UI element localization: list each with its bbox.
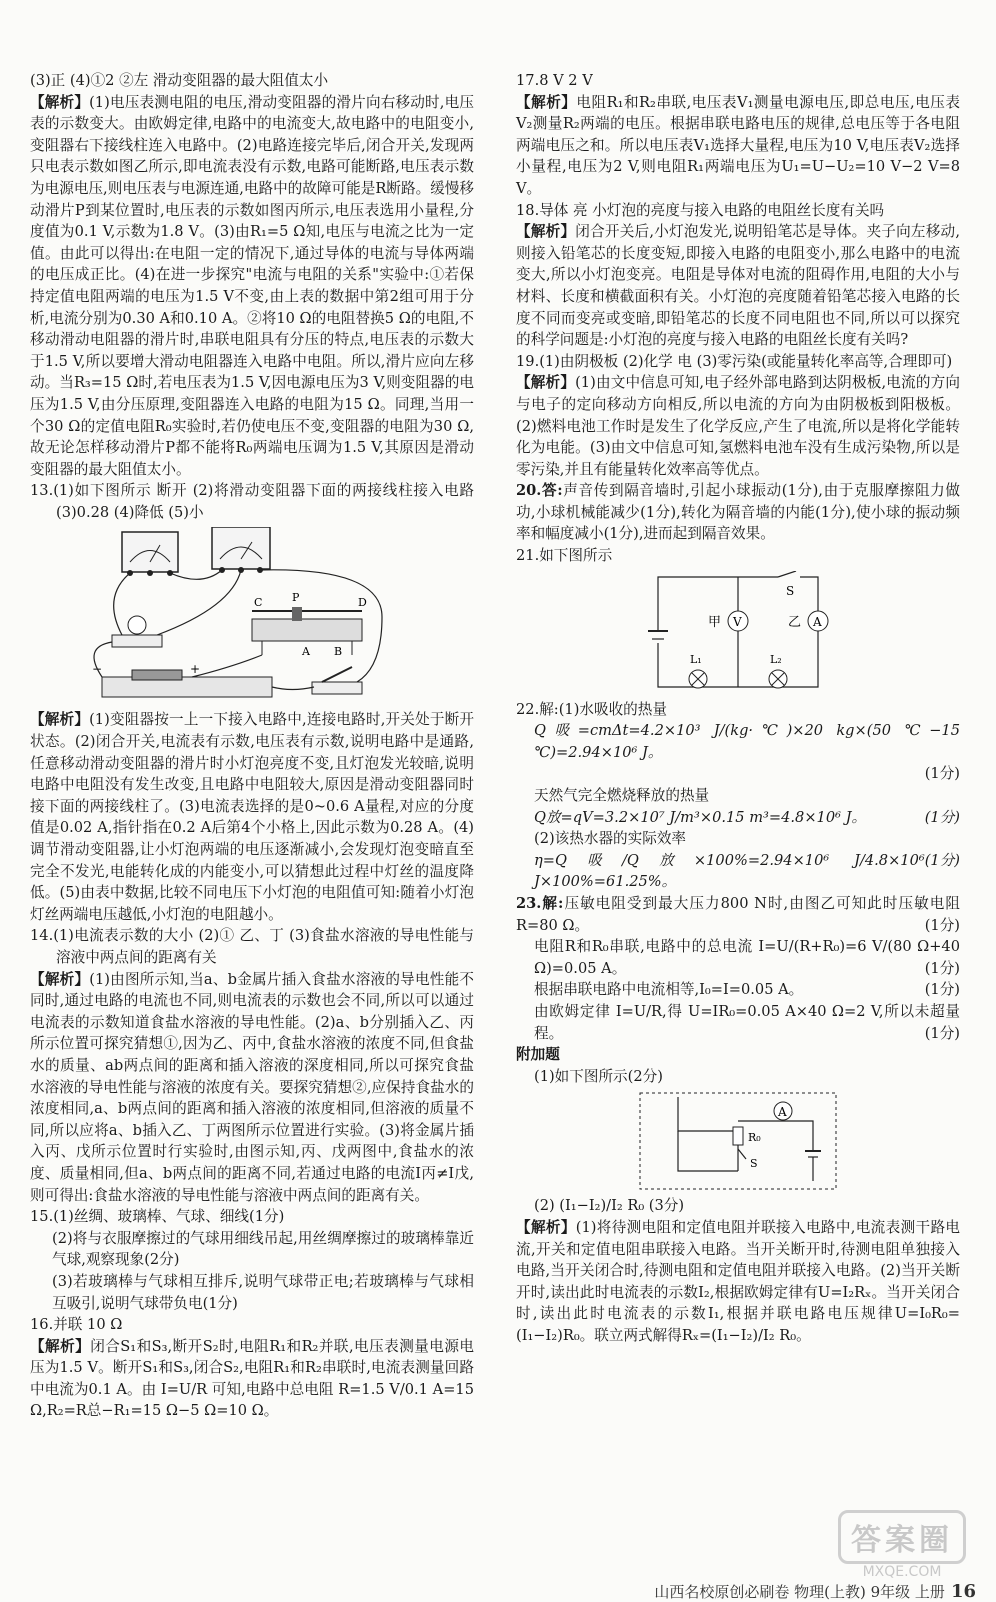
ammeter-icon: [122, 532, 178, 576]
watermark: [838, 1510, 966, 1580]
figure-13-circuit: [82, 527, 422, 705]
analysis-19: [516, 372, 960, 480]
analysis-label: 【解析】: [30, 1337, 91, 1355]
score: (1分): [924, 981, 960, 999]
extra-section-title: 附加题: [516, 1046, 560, 1064]
analysis-label: 【解析】: [30, 93, 90, 111]
answer-22-score1: [516, 763, 960, 785]
watermark-url: MXQE.COM: [862, 1564, 942, 1580]
score: (1分): [924, 765, 960, 783]
analysis-18-text: 闭合开关后,小灯泡发光,说明铅笔芯是导体。夹子向左移动,则接入铅笔芯的长度变短,即接入电路的电阻变小,那么电路中的电流变大,所以小灯泡变亮。电阻是导体对电流的阻碍作用,电阻的大小与材料、长度和横截面积有关。小灯泡的亮度随着铅笔芯接入电路的长度不同而变亮或变暗,即铅笔芯的长度不同电阻也不同,所以可以探究的科学问题是:小灯泡的亮度与接入电路的电阻丝长度有关吗?: [516, 223, 960, 349]
answer-19: 19.(1)由阴极板 (2)化学 电 (3)零污染(或能量转化率高等,合理即可): [516, 352, 953, 370]
label-yi: 乙: [788, 614, 802, 630]
figure-extra-circuit: [638, 1091, 838, 1191]
answer-22-line1: [516, 720, 960, 763]
analysis-17: [516, 92, 960, 200]
analysis-13: [30, 709, 474, 925]
analysis-label: 【解析】: [516, 93, 577, 111]
analysis-label: 【解析】: [30, 970, 90, 988]
answer-16: 16.并联 10 Ω: [30, 1316, 123, 1334]
answer-23-text: 由欧姆定律 I=U/R,得 U=IR₀=0.05 A×40 Ω=2 V,所以未超量程。: [534, 1002, 960, 1042]
voltmeter-symbol: V: [733, 614, 742, 629]
analysis-18: [516, 221, 960, 351]
answer-12-part3: (3)正 (4)①2 ②左 滑动变阻器的最大阻值太小: [30, 72, 329, 89]
label-l1: L₁: [690, 652, 702, 666]
answer-22-line5: [516, 850, 960, 893]
answer-22-line2: 天然气完全燃烧释放的热量: [534, 787, 710, 805]
score: (1分): [924, 959, 960, 977]
extra-analysis-text: (1)将待测电阻和定值电阻并联接入电路中,电流表测干路电流,开关和定值电阻串联接入电路。当开关断开时,待测电阻单独接入电路,当开关闭合时,待测电阻和定值电阻并联接入电路。(2)当开关断开时,读出此时电流表的示数I₂,根据欧姆定律有U=I₂Rₓ。当开关闭合时,读出此时电流表的示数I₁,根据并联电路电压规律U=I₀R₀=(I₁−I₂)R₀。联立两式解得Rₓ=(I₁−I₂)/I₂ R₀。: [516, 1218, 960, 1344]
answer-23-text: 压敏电阻受到最大压力800 N时,由图乙可知此时压敏电阻R=80 Ω。: [516, 895, 960, 934]
battery-plus-label: +: [190, 662, 201, 677]
analysis-16-text: 闭合S₁和S₃,断开S₂时,电阻R₁和R₂并联,电压表测量电源电压为1.5 V。断开S₁和S₃,闭合S₂,电阻R₁和R₂串联时,电流表测量回路中电流为0.1 A。由 I=U/R 可知,电路中总电阻 R=1.5 V/0.1 A=15 Ω,R₂=R总−R₁=15 Ω−5 Ω=10 Ω。: [30, 1337, 474, 1420]
rheostat-label-p: P: [292, 591, 300, 605]
answer-14: 14.(1)电流表示数的大小 (2)① 乙、丁 (3)食盐水溶液的导电性能与溶液中两点间的距离有关: [30, 927, 474, 966]
extra-answer-2: (2) (I₁−I₂)/I₂ R₀ (3分): [534, 1197, 685, 1215]
rheostat-label-b: B: [334, 645, 343, 659]
label-r0: R₀: [748, 1131, 761, 1145]
left-column: [30, 70, 474, 1422]
analysis-label: 【解析】: [516, 374, 576, 392]
answer-13: 13.(1)如下图所示 断开 (2)将滑动变阻器下面的两接线柱接入电路 (3)0.28 (4)降低 (5)小: [30, 482, 474, 521]
answer-20-text: 声音传到隔音墙时,引起小球振动(1分),由于克服摩擦阻力做功,小球机械能减少(1分),转化为隔音墙的内能(1分),使小球的振动频率和幅度减小(1分),进而起到隔音效果。: [516, 482, 961, 543]
answer-23-line2: [516, 936, 960, 979]
rheostat-label-c: C: [254, 596, 263, 610]
answer-15-3: (3)若玻璃棒与气球相互排斥,说明气球带正电;若玻璃棒与气球相互吸引,说明气球带负电(1分): [52, 1272, 474, 1312]
analysis-12-text: (1)电压表测电阻的电压,滑动变阻器的滑片向右移动时,电压表的示数变大。由欧姆定律,电路中的电流变大,故电路中的电阻变小,变阻器右下接线柱连入电路中。(2)电路连接完毕后,闭合开关,发现两只电表示数如图乙所示,即电流表没有示数,电路可能断路,电压表示数为电源电压,则电压表与电源连通,电路中的故障可能是R断路。缓慢移动滑片P到某位置时,电压表的示数如图丙所示,电压表选用小量程,分度值为0.1 V,示数为1.8 V。(3)由R₁=5 Ω知,电压与电流之比为一定值。由此可以得出:在电阻一定的情况下,通过导体的电流与导体两端的电压成正比。(4)在进一步探究"电流与电阻的关系"实验中:①若保持定值电阻两端的电压为1.5 V不变,由上表的数据中第2组可用于分析,电流分别为0.30 A和0.10 A。②将10 Ω的电阻替换5 Ω的电阻,不移动滑动电阻器的滑片时,串联电阻具有分压的特点,电压表的示数大于1.5 V,所以要增大滑动电阻器连入电路中电阻。所以,滑片应向左移动。当R₃=15 Ω时,若电压表为1.5 V,因电源电压为3 V,则变阻器的电压为1.5 V,由分压原理,变阻器连入电路的电阻为15 Ω。同理,当用一个30 Ω的定值电阻R₀实验时,若仍使电压不变,变阻器的电阻为30 Ω,故无论怎样移动滑片P都不能将R₀两端电压调为1.5 V,其原因是滑动变阻器的最大阻值太小。: [30, 93, 474, 478]
score: (1分): [924, 851, 960, 869]
answer-23-label: 23.解:: [516, 895, 564, 912]
label-switch-s: S: [750, 1157, 758, 1171]
answer-23-line4: [516, 1001, 960, 1044]
analysis-12: [30, 92, 474, 481]
answer-17: 17.8 V 2 V: [516, 72, 593, 89]
battery-minus-label: −: [92, 662, 103, 677]
score: (1分): [924, 916, 960, 934]
analysis-14-text: (1)由图所示知,当a、b金属片插入食盐水溶液的导电性能不同时,通过电路的电流也不同,则电流表的示数也会不同,所以可以通过电流表的示数知道食盐水溶液的导电性能。(2)a、b分别插入乙、丙所示位置可探究猜想①,因为乙、丙中,食盐水溶液的浓度不同,但食盐水的质量、ab两点间的距离和插入溶液的深度相同,所以可探究食盐水溶液的导电性能与溶液的浓度有关。要探究猜想②,应保持食盐水的浓度相同,a、b两点间的距离和插入溶液的浓度相同,但溶液的质量不同,所以应将a、b插入乙、丁两图所示位置进行实验。(3)将金属片插入丙、戊所示位置时行实验时,由图示知,丙、戊两图中,食盐水的浓度、质量相同,但a、b两点间的距离不同,若通过电路的电流I丙≠I戊,则可得出:食盐水溶液的导电性能与溶液中两点间的距离有关。: [30, 970, 474, 1204]
analysis-19-text: (1)由文中信息可知,电子经外部电路到达阴极板,电流的方向与电子的定向移动方向相反,所以电流的方向为由阴极板到阳极板。(2)燃料电池工作时是发生了化学反应,产生了电流,所以是将化学能转化为电能。(3)由文中信息可知,氢燃料电池车没有生成污染物,所以是零污染,并且有能量转化效率高等优点。: [516, 374, 960, 478]
switch-icon: [312, 667, 362, 694]
right-column: [516, 70, 960, 1347]
label-switch-s: S: [786, 583, 795, 598]
extra-answer-1: (1)如下图所示(2分): [534, 1067, 663, 1085]
formula: Q吸=cmΔt=4.2×10³ J/(kg·℃)×20 kg×(50 ℃−15 ℃)=2.94×10⁶ J。: [534, 722, 960, 761]
lamp-l1-icon: [689, 670, 707, 688]
bulb-icon: [112, 616, 162, 647]
formula: η=Q吸/Q放×100%=2.94×10⁶ J/4.8×10⁶ J×100%=61.25%。: [534, 851, 925, 891]
ammeter-icon: [774, 1102, 792, 1120]
figure-21-circuit: [638, 571, 838, 695]
voltmeter-jia-icon: [728, 611, 748, 631]
page-footer: [654, 1581, 976, 1602]
answer-21: 21.如下图所示: [516, 547, 613, 565]
rheostat-label-a: A: [302, 645, 310, 659]
ammeter-yi-icon: [808, 611, 828, 631]
analysis-16: [30, 1336, 474, 1422]
answer-20-label: 20.答:: [516, 482, 563, 500]
label-l2: L₂: [770, 652, 782, 666]
watermark-logo: 答案圈: [838, 1510, 966, 1564]
formula: Q放=qV=3.2×10⁷ J/m³×0.15 m³=4.8×10⁶ J。: [534, 808, 867, 826]
footer-text: 山西名校原创必刷卷 物理(上教) 9年级 上册: [654, 1583, 945, 1601]
answer-23-line1: [516, 893, 960, 936]
page-number: 16: [950, 1581, 976, 1602]
answer-22-head: 22.解:(1)水吸收的热量: [516, 700, 667, 718]
analysis-label: 【解析】: [30, 711, 90, 729]
answer-23-text: 电阻R和R₀串联,电路中的总电流 I=U/(R+R₀)=6 V/(80 Ω+40 Ω)=0.05 A。: [534, 938, 960, 977]
answer-20: [516, 480, 960, 545]
answer-22-line3: [516, 807, 960, 829]
battery-icon: [102, 670, 272, 697]
analysis-13-text: (1)变阻器按一上一下接入电路中,连接电路时,开关处于断开状态。(2)闭合开关,电流表有示数,电压表有示数,说明电路中是通路,任意移动滑动变阻器的滑片时小灯泡亮度不变,且灯泡发光较暗,说明电路中电阻没有发生改变,且电路中电阻较大,原因是滑动变阻器同时接下面的两接线柱了。(3)电流表选择的是0~0.6 A量程,对应的分度值是0.02 A,指针指在0.2 A后第4个小格上,因此示数为0.28 A。(4)调节滑动变阻器,让小灯泡两端的电压逐渐减小,会发现灯泡变暗直至完全不发光,电能转化成的内能变小,可以猜想此过程中灯丝的温度降低。(5)由表中数据,比较不同电压下小灯泡的电阻值可知:随着小灯泡灯丝两端电压越低,小灯泡的电阻越小。: [30, 711, 474, 923]
answer-22-line4: (2)该热水器的实际效率: [534, 830, 687, 848]
answer-23-line3: [516, 979, 960, 1001]
voltmeter-icon: [212, 527, 270, 573]
extra-analysis: [516, 1217, 960, 1347]
answer-15-2: (2)将与衣服摩擦过的气球用细线吊起,用丝绸摩擦过的玻璃棒靠近气球,观察现象(2分): [52, 1229, 474, 1269]
answer-18: 18.导体 亮 小灯泡的亮度与接入电路的电阻丝长度有关吗: [516, 201, 885, 219]
analysis-label: 【解析】: [516, 223, 576, 241]
resistor-r0-icon: [733, 1127, 743, 1145]
lamp-l2-icon: [769, 670, 787, 688]
ammeter-symbol: A: [813, 614, 822, 629]
score: (1分): [924, 1024, 960, 1042]
label-jia: 甲: [708, 614, 722, 630]
rheostat-label-d: D: [358, 596, 367, 610]
answer-23-text: 根据串联电路中电流相等,I₀=I=0.05 A。: [534, 981, 804, 999]
analysis-17-text: 电阻R₁和R₂串联,电压表V₁测量电源电压,即总电压,电压表V₂测量R₂两端的电压。根据串联电路电压的规律,总电压等于各电阻两端电压之和。所以电压表V₁选择大量程,电压为10 V,电压表V₂选择小量程,电压为2 V,则电阻R₁两端电压为U₁=U−U₂=10 V−2 V=8 V。: [516, 93, 960, 197]
analysis-label: 【解析】: [516, 1218, 576, 1236]
ammeter-symbol: A: [778, 1105, 787, 1120]
analysis-14: [30, 969, 474, 1207]
answer-15-1: 15.(1)丝绸、玻璃棒、气球、细线(1分): [30, 1208, 285, 1226]
score: (1分): [924, 808, 960, 826]
